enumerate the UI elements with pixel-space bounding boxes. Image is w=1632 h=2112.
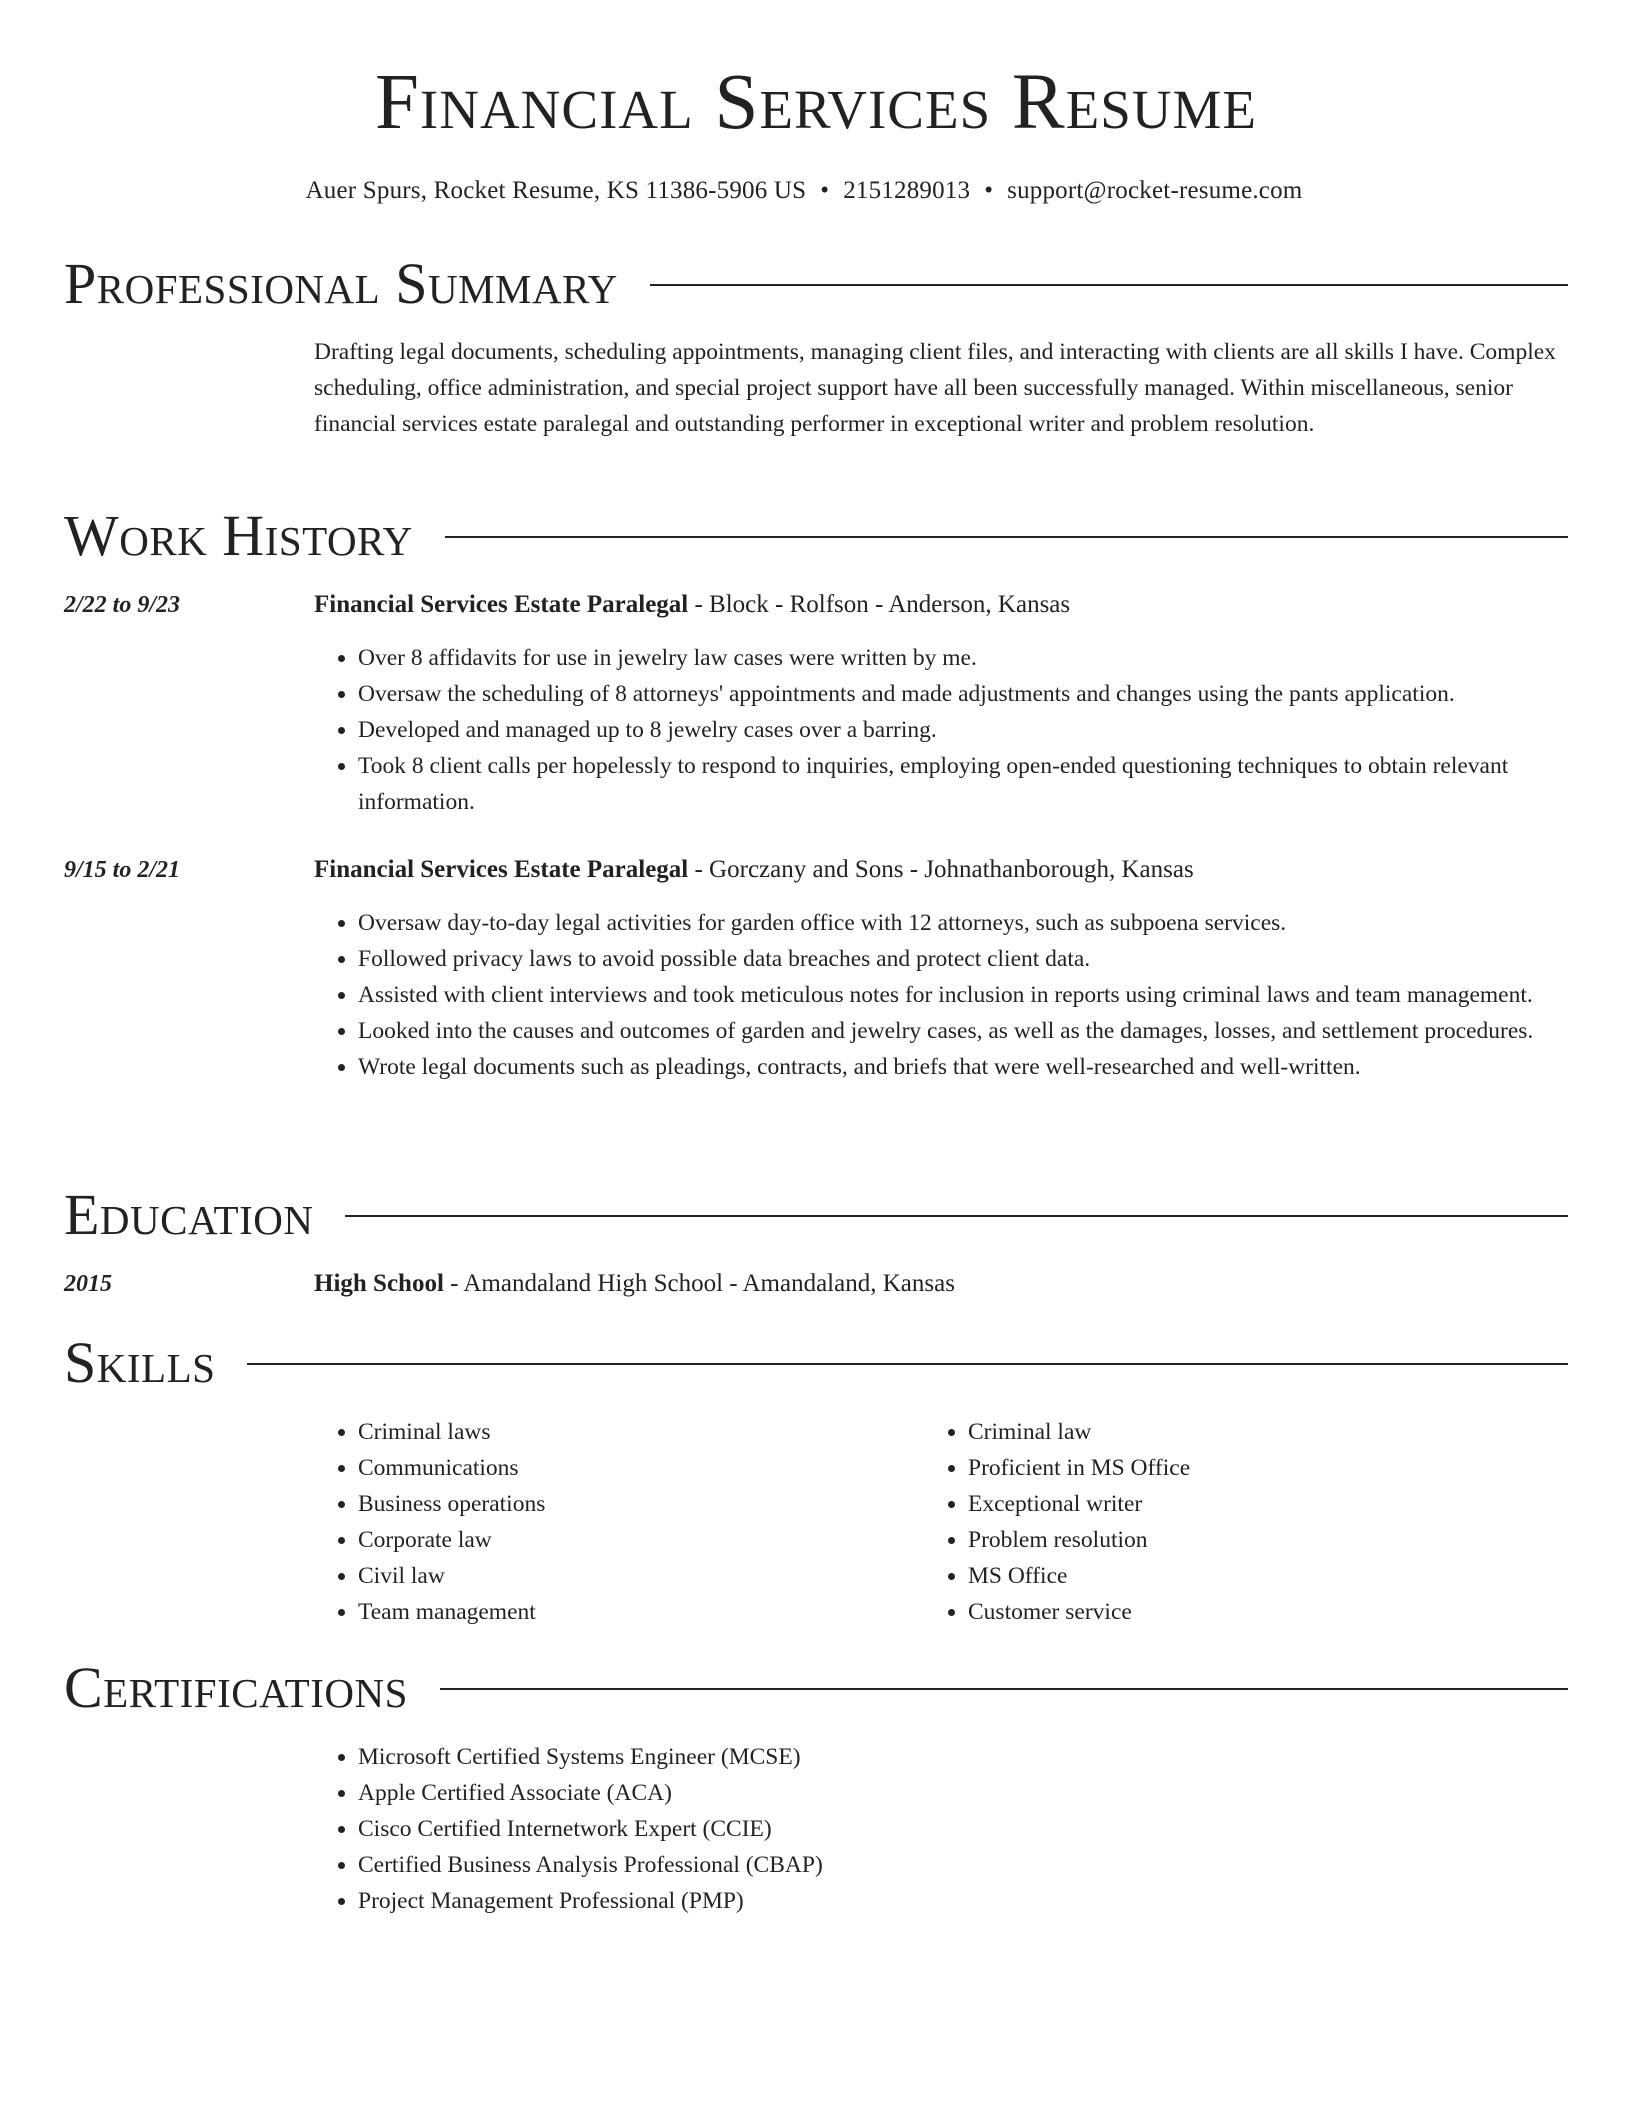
skill-item: • Exceptional writer (968, 1486, 1568, 1522)
contact-address: Auer Spurs, Rocket Resume, KS 11386-5906 US (305, 177, 807, 204)
job-bullet: • Followed privacy laws to avoid possible data breaches and protect client data. (358, 941, 1568, 977)
skill-item: • Civil law (358, 1558, 924, 1594)
job-bullet: • Developed and managed up to 8 jewelry cases over a barring. (358, 712, 1568, 748)
contact-email: support@rocket-resume.com (1007, 177, 1303, 204)
education-line (314, 1266, 1568, 1302)
section-divider (345, 1215, 1568, 1217)
skill-item: • Proficient in MS Office (968, 1450, 1568, 1486)
contact-separator: • (820, 177, 830, 204)
job-bullet: • Oversaw day-to-day legal activities for garden office with 12 attorneys, such as subpoena services. (358, 905, 1568, 941)
job-bullet: • Assisted with client interviews and took meticulous notes for inclusion in reports using criminal laws and team management. (358, 977, 1568, 1013)
certification-item: • Certified Business Analysis Professional (CBAP) (358, 1847, 1568, 1883)
job-bullets (314, 905, 1568, 1085)
skill-item: • Problem resolution (968, 1522, 1568, 1558)
education-heading: Education (64, 1182, 314, 1247)
education-year: 2015 (64, 1271, 112, 1297)
certification-item: • Apple Certified Associate (ACA) (358, 1775, 1568, 1811)
skill-item: • Communications (358, 1450, 924, 1486)
job-bullet: • Oversaw the scheduling of 8 attorneys' appointments and made adjustments and changes using the pants application. (358, 676, 1568, 712)
skill-item: • Criminal law (968, 1414, 1568, 1450)
job-title: Financial Services Estate Paralegal (314, 856, 689, 883)
skill-item: • Criminal laws (358, 1414, 924, 1450)
job-bullet: • Over 8 affidavits for use in jewelry law cases were written by me. (358, 640, 1568, 676)
job-bullets (314, 640, 1568, 820)
certifications-section-header (64, 1656, 1568, 1720)
job-title-line (314, 587, 1568, 623)
skills-list-left (314, 1414, 924, 1630)
section-divider (650, 284, 1568, 286)
section-divider (445, 536, 1568, 538)
skill-item: • Customer service (968, 1594, 1568, 1630)
contact-line (0, 174, 1608, 208)
summary-section-header (64, 252, 1568, 316)
job-bullet: • Wrote legal documents such as pleadings, contracts, and briefs that were well-researched and well-written. (358, 1049, 1568, 1085)
education-section-header (64, 1183, 1568, 1247)
contact-separator: • (984, 177, 994, 204)
summary-text: Drafting legal documents, scheduling appointments, managing client files, and interacting with clients are all skills I have. Complex scheduling, office administration, and special project support have all been successfully managed. Within miscellaneous, senior financial services estate paralegal and outstanding performer in exceptional writer and problem resolution. (314, 339, 1556, 437)
job-bullet: • Looked into the causes and outcomes of garden and jewelry cases, as well as the damages, losses, and settlement procedures. (358, 1013, 1568, 1049)
skills-heading: Skills (64, 1330, 216, 1395)
resume-name: Financial Services Resume (374, 59, 1258, 146)
job-details: - Block - Rolfson - Anderson, Kansas (688, 591, 1071, 618)
work-history-heading: Work History (64, 503, 413, 568)
job-title-line (314, 852, 1568, 888)
skill-item: • Business operations (358, 1486, 924, 1522)
contact-phone: 2151289013 (843, 177, 971, 204)
section-divider (440, 1688, 1568, 1690)
summary-heading: Professional Summary (64, 251, 618, 316)
education-degree: High School (314, 1270, 444, 1297)
certification-item: • Cisco Certified Internetwork Expert (CCIE) (358, 1811, 1568, 1847)
work-history-section-header (64, 504, 1568, 568)
job-details: - Gorczany and Sons - Johnathanborough, Kansas (688, 856, 1194, 883)
job-dates: 2/22 to 9/23 (64, 592, 181, 618)
skill-item: • Team management (358, 1594, 924, 1630)
certification-item: • Microsoft Certified Systems Engineer (MCSE) (358, 1739, 1568, 1775)
section-divider (247, 1363, 1568, 1365)
certification-item: • Project Management Professional (PMP) (358, 1883, 1568, 1919)
skills-section-header (64, 1331, 1568, 1395)
certifications-list (314, 1739, 1568, 1919)
skill-item: • Corporate law (358, 1522, 924, 1558)
education-details: - Amandaland High School - Amandaland, Kansas (443, 1270, 955, 1297)
skill-item: • MS Office (968, 1558, 1568, 1594)
job-dates: 9/15 to 2/21 (64, 857, 181, 883)
certifications-heading: Certifications (64, 1655, 408, 1720)
skills-list-right (924, 1414, 1568, 1630)
job-title: Financial Services Estate Paralegal (314, 591, 689, 618)
job-bullet: • Took 8 client calls per hopelessly to respond to inquiries, employing open-ended questioning techniques to obtain relevant information. (358, 748, 1568, 820)
